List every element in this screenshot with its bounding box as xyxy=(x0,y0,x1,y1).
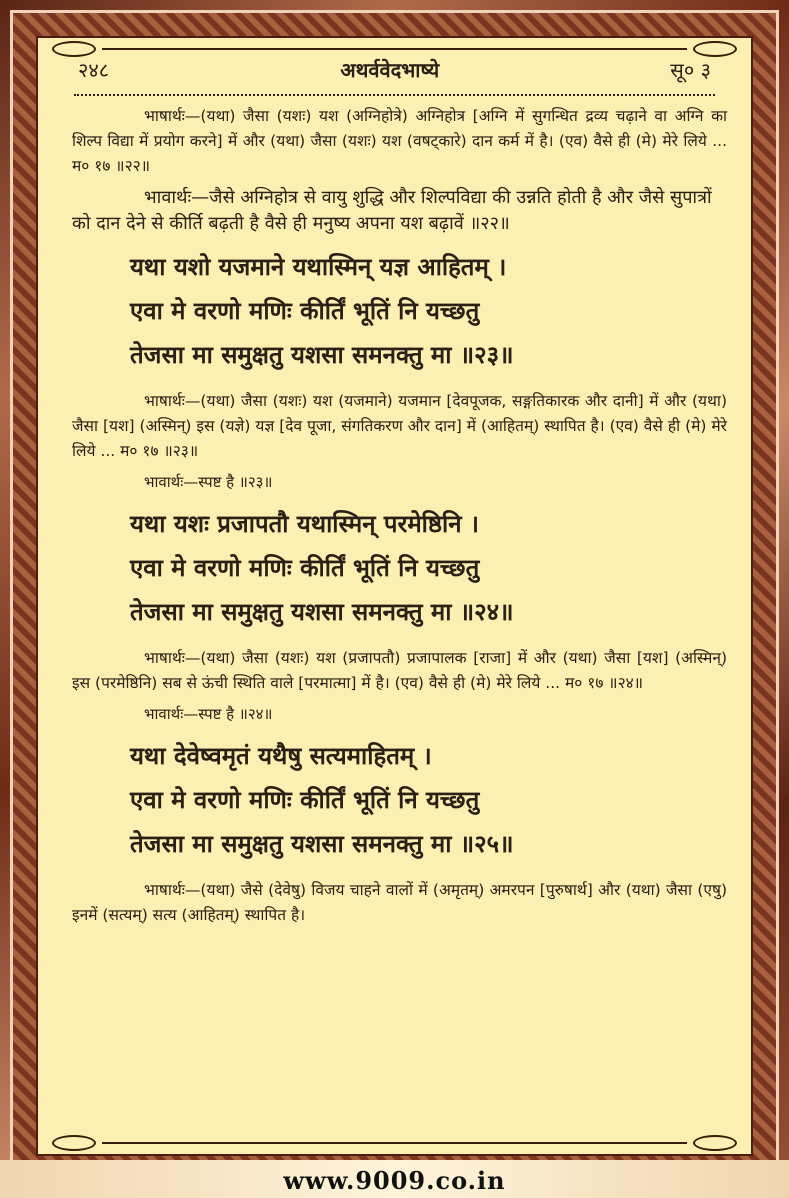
page-header xyxy=(78,54,711,84)
bottom-ornament xyxy=(52,1134,737,1152)
verse-line: तेजसा मा समुक्षतु यशसा समनक्तु मा ॥२३॥ xyxy=(130,341,514,369)
swirl-ornament-icon xyxy=(52,1135,96,1151)
verse-line: यथा यशः प्रजापतौ यथास्मिन् परमेष्ठिनि । xyxy=(130,510,480,538)
verse-line: एवा मे वरणो मणिः कीर्तिं भूतिं नि यच्छतु xyxy=(130,297,480,325)
header-rule xyxy=(74,94,715,96)
verse-block xyxy=(72,245,727,377)
book-page xyxy=(36,36,753,1156)
footer-url[interactable]: www.9009.co.in xyxy=(283,1166,506,1195)
bhavarth-paragraph: भावार्थः—जैसे अग्निहोत्र से वायु शुद्धि और शिल्पविद्या की उन्नति होती है और जैसे सुपात्रों को दान देने से कीर्ति बढ़ती है वैसे ही मनुष्य अपना यश बढ़ावें ॥२२॥ xyxy=(72,187,712,234)
verse-line: तेजसा मा समुक्षतु यशसा समनक्तु मा ॥२५॥ xyxy=(130,830,514,858)
verse-line: एवा मे वरणो मणिः कीर्तिं भूतिं नि यच्छतु xyxy=(130,786,480,814)
page-number: २४८ xyxy=(78,57,110,82)
verse-block xyxy=(72,734,727,866)
verse-line: तेजसा मा समुक्षतु यशसा समनक्तु मा ॥२४॥ xyxy=(130,598,514,626)
verse-block xyxy=(72,502,727,634)
bhavarth-paragraph: भावार्थः—स्पष्ट है ॥२३॥ xyxy=(144,473,273,491)
section-label: सू० ३ xyxy=(670,57,711,82)
bhasharth-paragraph: भाषार्थः—(यथा) जैसा (यशः) यश (प्रजापतौ) प्रजापालक [राजा] में और (यथा) जैसा [यश] (अस्मिन्) इस (परमेष्ठिनि) सब से ऊंची स्थिति वाले [परमात्मा] में है। (एव) वैसे ही (मे) मेरे लिये ... म० १७ ॥२४॥ xyxy=(72,649,727,692)
verse-line: यथा यशो यजमाने यथास्मिन् यज्ञ आहितम् । xyxy=(130,253,507,281)
swirl-ornament-icon xyxy=(693,1135,737,1151)
bhasharth-paragraph: भाषार्थः—(यथा) जैसे (देवेषु) विजय चाहने वालों में (अमृतम्) अमरपन [पुरुषार्थ] और (यथा) जैसा (एषु) इनमें (सत्यम्) सत्य (आहितम्) स्थापित है। xyxy=(72,881,727,924)
verse-line: यथा देवेष्वमृतं यथैषु सत्यमाहितम् । xyxy=(130,742,432,770)
page-title: अथर्ववेदभाष्ये xyxy=(340,57,440,82)
bhasharth-paragraph: भाषार्थः—(यथा) जैसा (यशः) यश (यजमाने) यजमान [देवपूजक, सङ्गतिकारक और दानी] में और (यथा) जैसा [यश] (अस्मिन्) इस (यज्ञे) यज्ञ [देव पूजा, संगतिकरण और दान] में (आहितम्) स्थापित है। (एव) वैसे ही (मे) मेरे लिये ... म० १७ ॥२३॥ xyxy=(72,392,727,460)
bhasharth-paragraph: भाषार्थः—(यथा) जैसा (यशः) यश (अग्निहोत्रे) अग्निहोत्र [अग्नि में सुगन्धित द्रव्य चढ़ाने वा अग्नि का शिल्प विद्या में प्रयोग करने] में और (यथा) जैसा (यशः) यश (वषट्कारे) दान कर्म में है। (एव) वैसे ही (मे) मेरे लिये ... म० १७ ॥२२॥ xyxy=(72,107,727,175)
verse-line: एवा मे वरणो मणिः कीर्तिं भूतिं नि यच्छतु xyxy=(130,554,480,582)
page-content xyxy=(72,104,727,934)
bhavarth-paragraph: भावार्थः—स्पष्ट है ॥२४॥ xyxy=(144,705,273,723)
